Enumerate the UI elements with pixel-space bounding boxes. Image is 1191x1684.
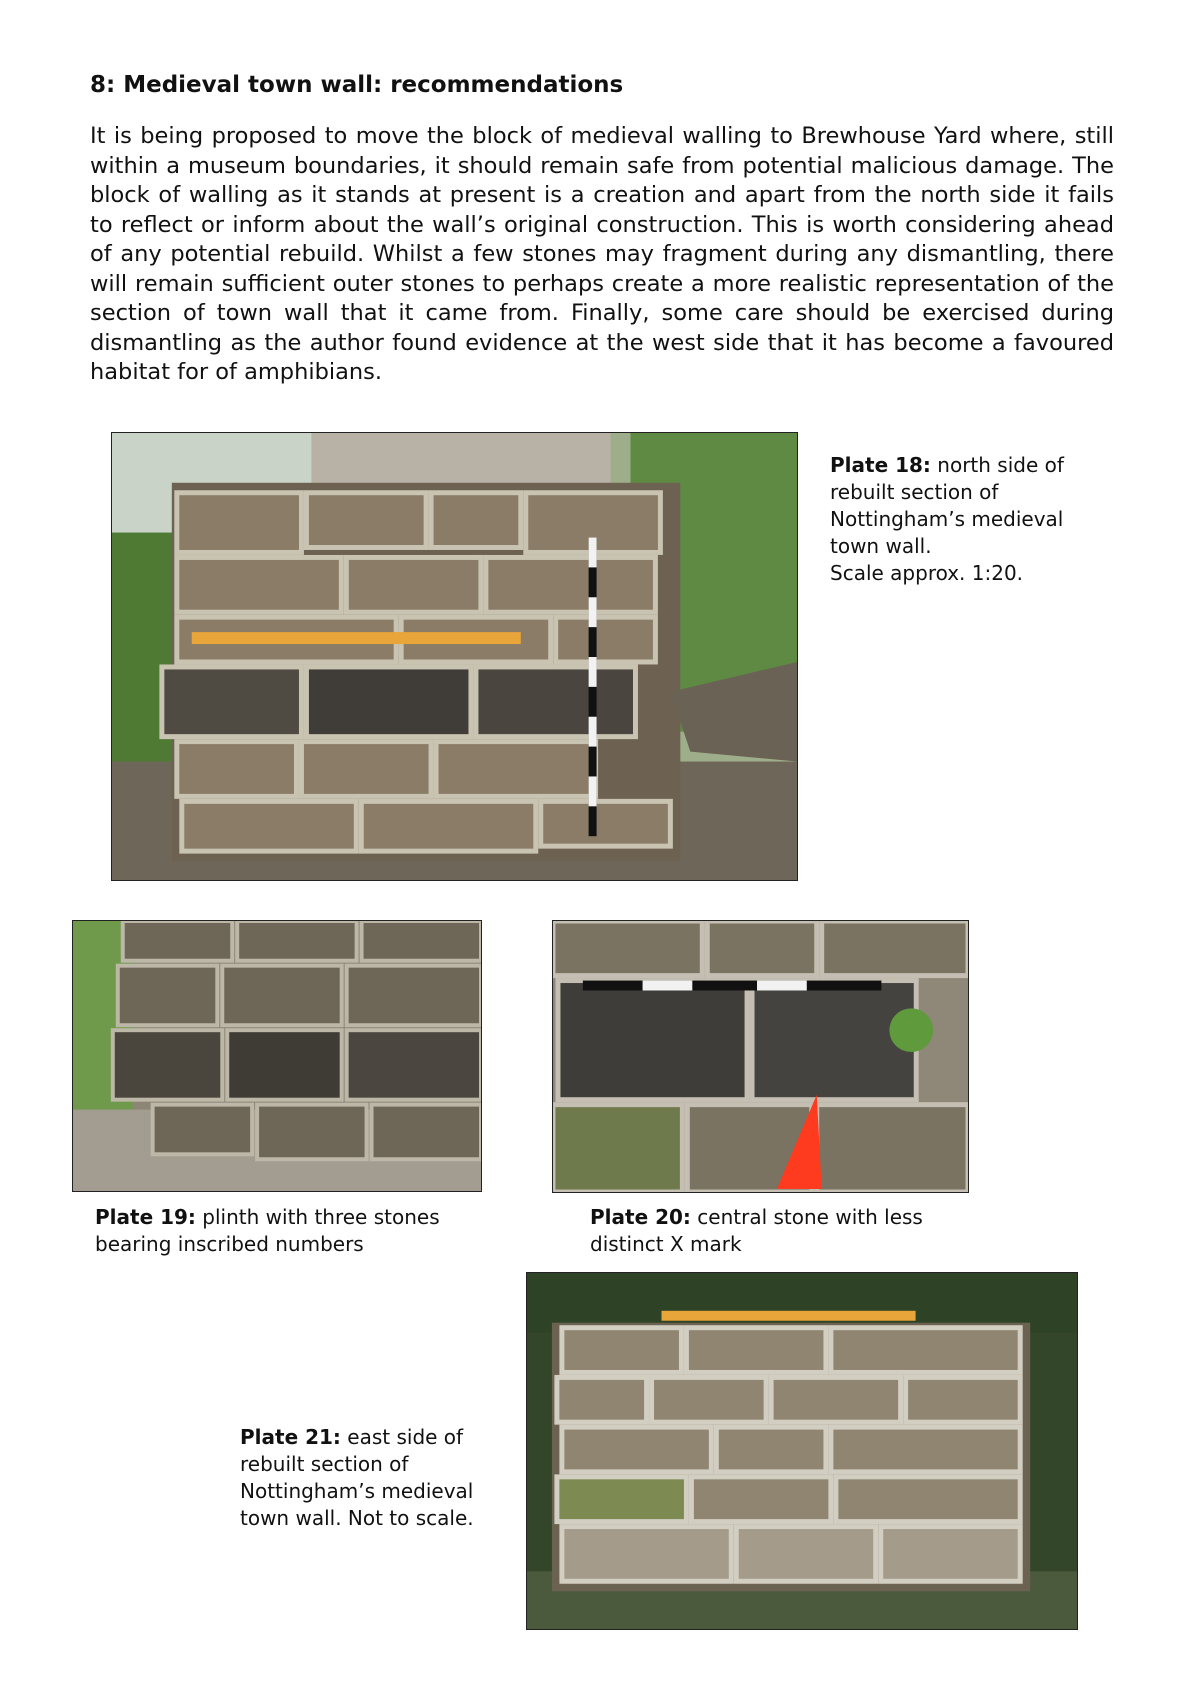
plate-18-caption [830, 452, 1100, 587]
plate-20-label: Plate 20: [590, 1205, 691, 1229]
plate-21-photo [526, 1272, 1078, 1630]
recommendations-paragraph: It is being proposed to move the block of medieval walling to Brewhouse Yard where, still within a museum boundaries, it should remain safe from potential malicious damage. The block of walling as it stands at present is a creation and apart from the north side it fails to reflect or inform about the wall’s original construction. This is worth considering ahead of any potential rebuild. Whilst a few stones may fragment during any dismantling, there will remain sufficient outer stones to perhaps create a more realistic representation of the section of town wall that it came from. Finally, some care should be exercised during dismantling as the author found evidence at the west side that it has become a favoured habitat for of amphibians. [90, 123, 1114, 385]
plate-21-caption [240, 1424, 520, 1532]
plate-19-text: plinth with three stones bearing inscribed numbers [95, 1205, 440, 1256]
plate-20-caption [590, 1204, 990, 1258]
plate-18-text: north side of rebuilt section of Nottingham’s medieval town wall. [830, 453, 1064, 558]
plate-19-label: Plate 19: [95, 1205, 196, 1229]
plate-18-scale: Scale approx. 1:20. [830, 561, 1024, 585]
plate-21-label: Plate 21: [240, 1425, 341, 1449]
plate-20-photo [552, 920, 969, 1193]
plate-19-photo [72, 920, 482, 1192]
plate-18-photo [111, 432, 798, 881]
plate-19-caption [95, 1204, 495, 1258]
plate-21-text: east side of rebuilt section of Nottingham’s medieval town wall. Not to scale. [240, 1425, 474, 1530]
plate-18-label: Plate 18: [830, 453, 931, 477]
section-heading: 8: Medieval town wall: recommendations [90, 72, 624, 98]
plate-20-text: central stone with less distinct X mark [590, 1205, 923, 1256]
